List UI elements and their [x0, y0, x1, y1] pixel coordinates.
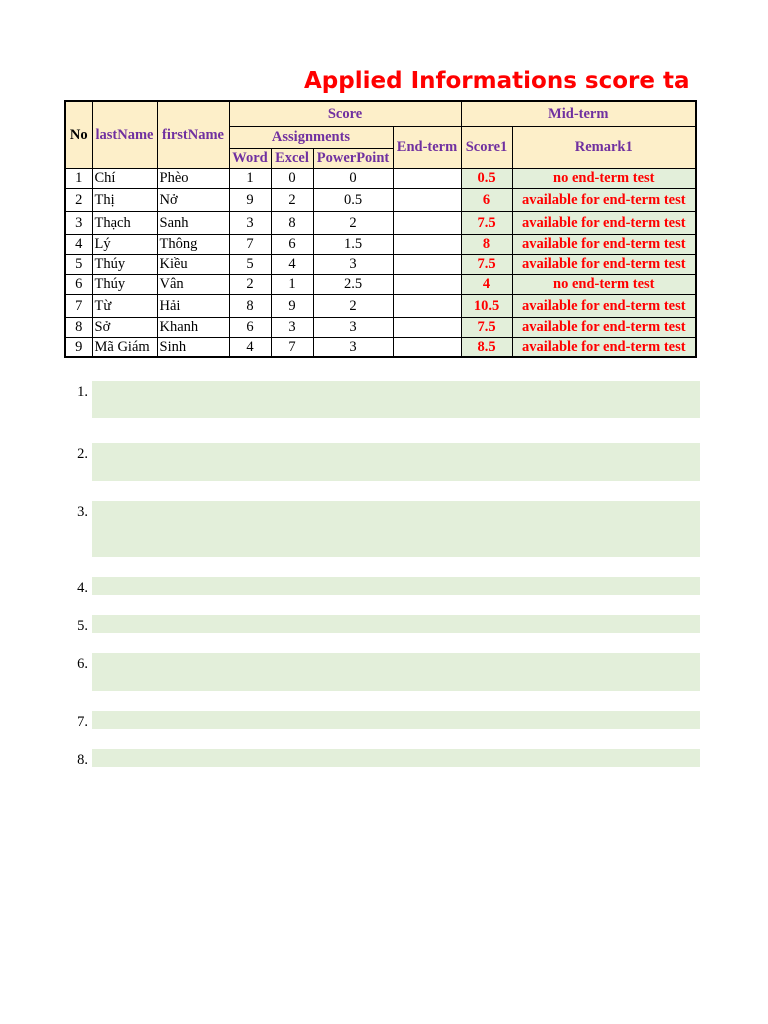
cell-score1[interactable]: 4 [461, 274, 512, 294]
header-end-term: End-term [393, 126, 461, 168]
cell-word[interactable]: 8 [229, 294, 271, 317]
answer-cell[interactable] [92, 711, 700, 729]
question-item [0, 749, 768, 767]
cell-first-name[interactable]: Kiều [157, 254, 229, 274]
cell-end-term[interactable] [393, 274, 461, 294]
cell-word[interactable]: 2 [229, 274, 271, 294]
cell-score1[interactable]: 8 [461, 234, 512, 254]
cell-remark1[interactable]: available for end-term test [512, 254, 696, 274]
cell-score1[interactable]: 7.5 [461, 211, 512, 234]
table-row [65, 168, 696, 188]
question-item [0, 443, 768, 481]
cell-first-name[interactable]: Thông [157, 234, 229, 254]
cell-powerpoint[interactable]: 2 [313, 294, 393, 317]
cell-score1[interactable]: 7.5 [461, 254, 512, 274]
cell-word[interactable]: 9 [229, 188, 271, 211]
header-remark1: Remark1 [512, 126, 696, 168]
answer-cell[interactable] [92, 653, 700, 691]
table-row [65, 294, 696, 317]
header-last-name: lastName [92, 101, 157, 168]
table-row [65, 337, 696, 357]
cell-no[interactable]: 3 [65, 211, 92, 234]
cell-last-name[interactable]: Thúy [92, 254, 157, 274]
question-number: 7. [77, 714, 88, 730]
cell-word[interactable]: 1 [229, 168, 271, 188]
cell-remark1[interactable]: no end-term test [512, 168, 696, 188]
cell-end-term[interactable] [393, 188, 461, 211]
header-no: No [65, 101, 92, 168]
score-table [64, 100, 697, 358]
cell-no[interactable]: 5 [65, 254, 92, 274]
question-item [0, 615, 768, 633]
question-number: 4. [77, 580, 88, 596]
header-first-name: firstName [157, 101, 229, 168]
table-row [65, 188, 696, 211]
cell-first-name[interactable]: Vân [157, 274, 229, 294]
cell-first-name[interactable]: Khanh [157, 317, 229, 337]
question-number: 1. [77, 384, 88, 400]
cell-powerpoint[interactable]: 3 [313, 254, 393, 274]
answer-cell[interactable] [92, 381, 700, 418]
question-number: 5. [77, 618, 88, 634]
cell-last-name[interactable]: Thúy [92, 274, 157, 294]
header-score: Score [229, 101, 461, 126]
header-assignments: Assignments [229, 126, 393, 148]
cell-last-name[interactable]: Lý [92, 234, 157, 254]
answer-cell[interactable] [92, 443, 700, 481]
cell-first-name[interactable]: Sanh [157, 211, 229, 234]
header-excel: Excel [271, 148, 313, 168]
cell-powerpoint[interactable]: 3 [313, 317, 393, 337]
cell-last-name[interactable]: Mã Giám [92, 337, 157, 357]
cell-word[interactable]: 3 [229, 211, 271, 234]
cell-excel[interactable]: 2 [271, 188, 313, 211]
cell-word[interactable]: 7 [229, 234, 271, 254]
cell-no[interactable]: 2 [65, 188, 92, 211]
cell-score1[interactable]: 8.5 [461, 337, 512, 357]
cell-excel[interactable]: 3 [271, 317, 313, 337]
cell-no[interactable]: 9 [65, 337, 92, 357]
cell-remark1[interactable]: no end-term test [512, 274, 696, 294]
cell-excel[interactable]: 1 [271, 274, 313, 294]
cell-remark1[interactable]: available for end-term test [512, 234, 696, 254]
cell-excel[interactable]: 8 [271, 211, 313, 234]
cell-powerpoint[interactable]: 2.5 [313, 274, 393, 294]
question-number: 2. [77, 446, 88, 462]
cell-excel[interactable]: 9 [271, 294, 313, 317]
cell-no[interactable]: 6 [65, 274, 92, 294]
header-powerpoint: PowerPoint [313, 148, 393, 168]
cell-first-name[interactable]: Sinh [157, 337, 229, 357]
answer-cell[interactable] [92, 501, 700, 557]
table-row [65, 211, 696, 234]
cell-excel[interactable]: 7 [271, 337, 313, 357]
cell-last-name[interactable]: Chí [92, 168, 157, 188]
answer-cell[interactable] [92, 577, 700, 595]
table-row [65, 254, 696, 274]
cell-powerpoint[interactable]: 3 [313, 337, 393, 357]
header-mid-term: Mid-term [461, 101, 696, 126]
header-score1: Score1 [461, 126, 512, 168]
cell-remark1[interactable]: available for end-term test [512, 317, 696, 337]
cell-end-term[interactable] [393, 254, 461, 274]
cell-end-term[interactable] [393, 294, 461, 317]
question-item [0, 501, 768, 557]
cell-word[interactable]: 4 [229, 337, 271, 357]
answer-cell[interactable] [92, 615, 700, 633]
table-row [65, 234, 696, 254]
question-item [0, 577, 768, 595]
question-item [0, 711, 768, 729]
cell-remark1[interactable]: available for end-term test [512, 337, 696, 357]
cell-powerpoint[interactable]: 0.5 [313, 188, 393, 211]
cell-remark1[interactable]: available for end-term test [512, 211, 696, 234]
cell-first-name[interactable]: Nở [157, 188, 229, 211]
question-number: 8. [77, 752, 88, 768]
cell-excel[interactable]: 4 [271, 254, 313, 274]
cell-end-term[interactable] [393, 234, 461, 254]
cell-powerpoint[interactable]: 2 [313, 211, 393, 234]
cell-last-name[interactable]: Sở [92, 317, 157, 337]
cell-remark1[interactable]: available for end-term test [512, 294, 696, 317]
cell-end-term[interactable] [393, 337, 461, 357]
cell-no[interactable]: 7 [65, 294, 92, 317]
cell-excel[interactable]: 6 [271, 234, 313, 254]
cell-remark1[interactable]: available for end-term test [512, 188, 696, 211]
table-row [65, 274, 696, 294]
question-item [0, 653, 768, 691]
question-number: 6. [77, 656, 88, 672]
cell-last-name[interactable]: Thạch [92, 211, 157, 234]
header-row-1 [65, 101, 696, 126]
cell-first-name[interactable]: Hải [157, 294, 229, 317]
cell-word[interactable]: 6 [229, 317, 271, 337]
cell-powerpoint[interactable]: 1.5 [313, 234, 393, 254]
cell-end-term[interactable] [393, 317, 461, 337]
cell-end-term[interactable] [393, 211, 461, 234]
cell-excel[interactable]: 0 [271, 168, 313, 188]
cell-first-name[interactable]: Phèo [157, 168, 229, 188]
cell-word[interactable]: 5 [229, 254, 271, 274]
table-row [65, 317, 696, 337]
cell-powerpoint[interactable]: 0 [313, 168, 393, 188]
cell-score1[interactable]: 7.5 [461, 317, 512, 337]
header-word: Word [229, 148, 271, 168]
question-number: 3. [77, 504, 88, 520]
cell-score1[interactable]: 6 [461, 188, 512, 211]
cell-score1[interactable]: 10.5 [461, 294, 512, 317]
cell-no[interactable]: 1 [65, 168, 92, 188]
cell-score1[interactable]: 0.5 [461, 168, 512, 188]
cell-end-term[interactable] [393, 168, 461, 188]
cell-last-name[interactable]: Từ [92, 294, 157, 317]
answer-cell[interactable] [92, 749, 700, 767]
cell-last-name[interactable]: Thị [92, 188, 157, 211]
cell-no[interactable]: 8 [65, 317, 92, 337]
cell-no[interactable]: 4 [65, 234, 92, 254]
question-item [0, 381, 768, 418]
sheet-title: Applied Informations score ta [304, 68, 690, 94]
